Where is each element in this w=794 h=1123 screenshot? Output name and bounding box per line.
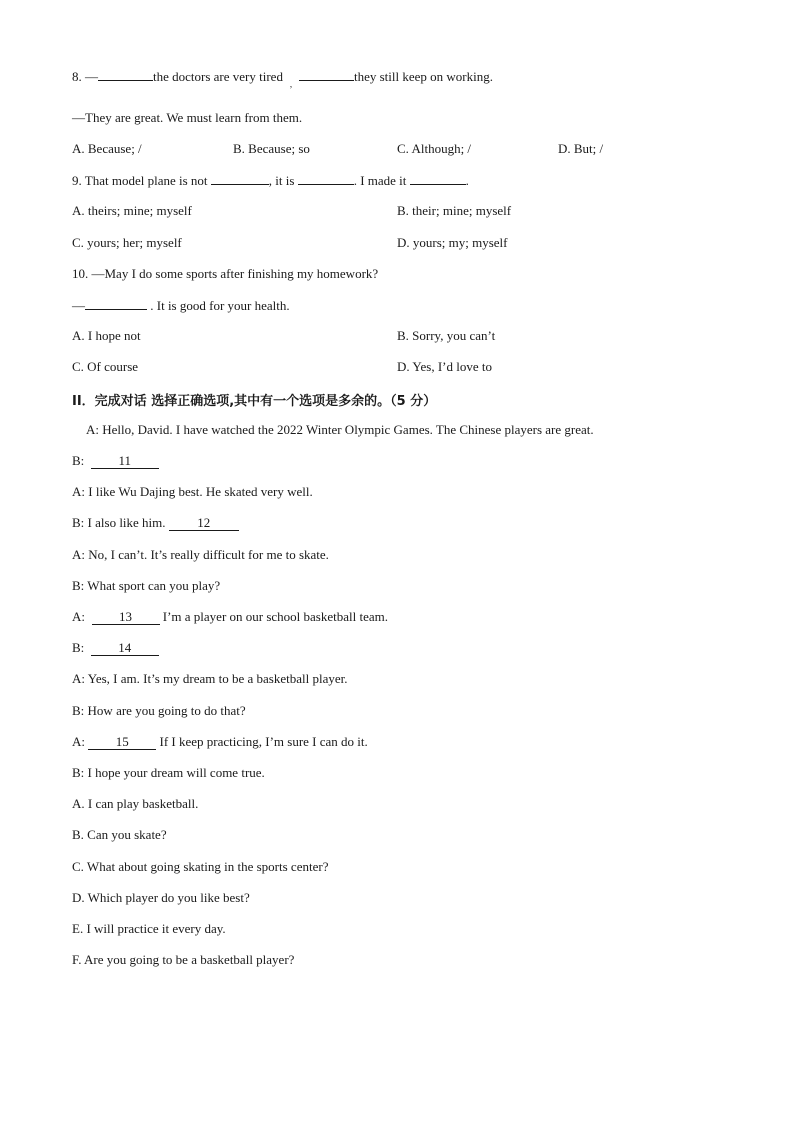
q9-blank-3[interactable] xyxy=(410,172,466,185)
dialogue-blank-14[interactable]: 14 xyxy=(91,641,159,656)
dialogue-blank-11[interactable]: 11 xyxy=(91,454,159,469)
choice-f[interactable]: F. Are you going to be a basketball player? xyxy=(72,952,295,967)
dialogue-line-3: A: I like Wu Dajing best. He skated very well. xyxy=(72,484,313,499)
dialogue-blank-13[interactable]: 13 xyxy=(92,610,160,625)
dialogue-line-9: A: Yes, I am. It’s my dream to be a basketball player. xyxy=(72,671,348,686)
q10-option-b[interactable]: B. Sorry, you can’t xyxy=(397,328,496,343)
dialogue-line-12: B: I hope your dream will come true. xyxy=(72,765,265,780)
choice-e[interactable]: E. I will practice it every day. xyxy=(72,921,226,936)
q9-option-d[interactable]: D. yours; my; myself xyxy=(397,235,508,250)
q8-blank-1[interactable] xyxy=(98,68,153,81)
dialogue-blank-12[interactable]: 12 xyxy=(169,516,239,531)
q8-option-a[interactable]: A. Because; / xyxy=(72,141,142,156)
q9-blank-2[interactable] xyxy=(298,172,354,185)
choice-d[interactable]: D. Which player do you like best? xyxy=(72,890,250,905)
q10-option-a[interactable]: A. I hope not xyxy=(72,328,141,343)
dialogue-line-7: A: 13 I’m a player on our school basketball team. xyxy=(72,609,389,624)
dialogue-line-8: B: 14 xyxy=(72,640,159,656)
q8-blank-2[interactable] xyxy=(299,68,354,81)
q8-stem: 8. — the doctors are very tired , they still keep on working. xyxy=(72,69,493,89)
q10-reply: — . It is good for your health. xyxy=(72,298,290,313)
dialogue-line-4: B: I also like him. 12 xyxy=(72,515,239,531)
q10-option-d[interactable]: D. Yes, I’d love to xyxy=(397,359,492,374)
dialogue-line-5: A: No, I can’t. It’s really difficult for me to skate. xyxy=(72,547,329,562)
q8-reply: —They are great. We must learn from them. xyxy=(72,110,303,125)
dialogue-line-6: B: What sport can you play? xyxy=(72,578,221,593)
q9-blank-1[interactable] xyxy=(211,172,269,185)
q10-question: 10. —May I do some sports after finishing my homework? xyxy=(72,266,379,281)
dialogue-line-2: B: 11 xyxy=(72,453,159,469)
q8-option-b[interactable]: B. Because; so xyxy=(233,141,310,156)
q9-option-c[interactable]: C. yours; her; myself xyxy=(72,235,182,250)
dialogue-line-1: A: Hello, David. I have watched the 2022 Winter Olympic Games. The Chinese players are great. xyxy=(86,422,594,437)
dialogue-line-10: B: How are you going to do that? xyxy=(72,703,246,718)
q10-blank[interactable] xyxy=(85,297,147,310)
q9-stem: 9. That model plane is not , it is . I made it . xyxy=(72,173,469,188)
choice-c[interactable]: C. What about going skating in the sports center? xyxy=(72,859,329,874)
dialogue-blank-15[interactable]: 15 xyxy=(88,735,156,750)
q8-option-d[interactable]: D. But; / xyxy=(558,141,604,156)
q8-option-c[interactable]: C. Although; / xyxy=(397,141,472,156)
choice-a[interactable]: A. I can play basketball. xyxy=(72,796,199,811)
q9-option-b[interactable]: B. their; mine; myself xyxy=(397,203,512,218)
choice-b[interactable]: B. Can you skate? xyxy=(72,827,167,842)
section-2-heading: II．完成对话 选择正确选项,其中有一个选项是多余的。（5 分） xyxy=(72,394,437,409)
q10-option-c[interactable]: C. Of course xyxy=(72,359,139,374)
dialogue-line-11: A: 15 If I keep practicing, I’m sure I can do it. xyxy=(72,734,368,749)
q9-option-a[interactable]: A. theirs; mine; myself xyxy=(72,203,192,218)
